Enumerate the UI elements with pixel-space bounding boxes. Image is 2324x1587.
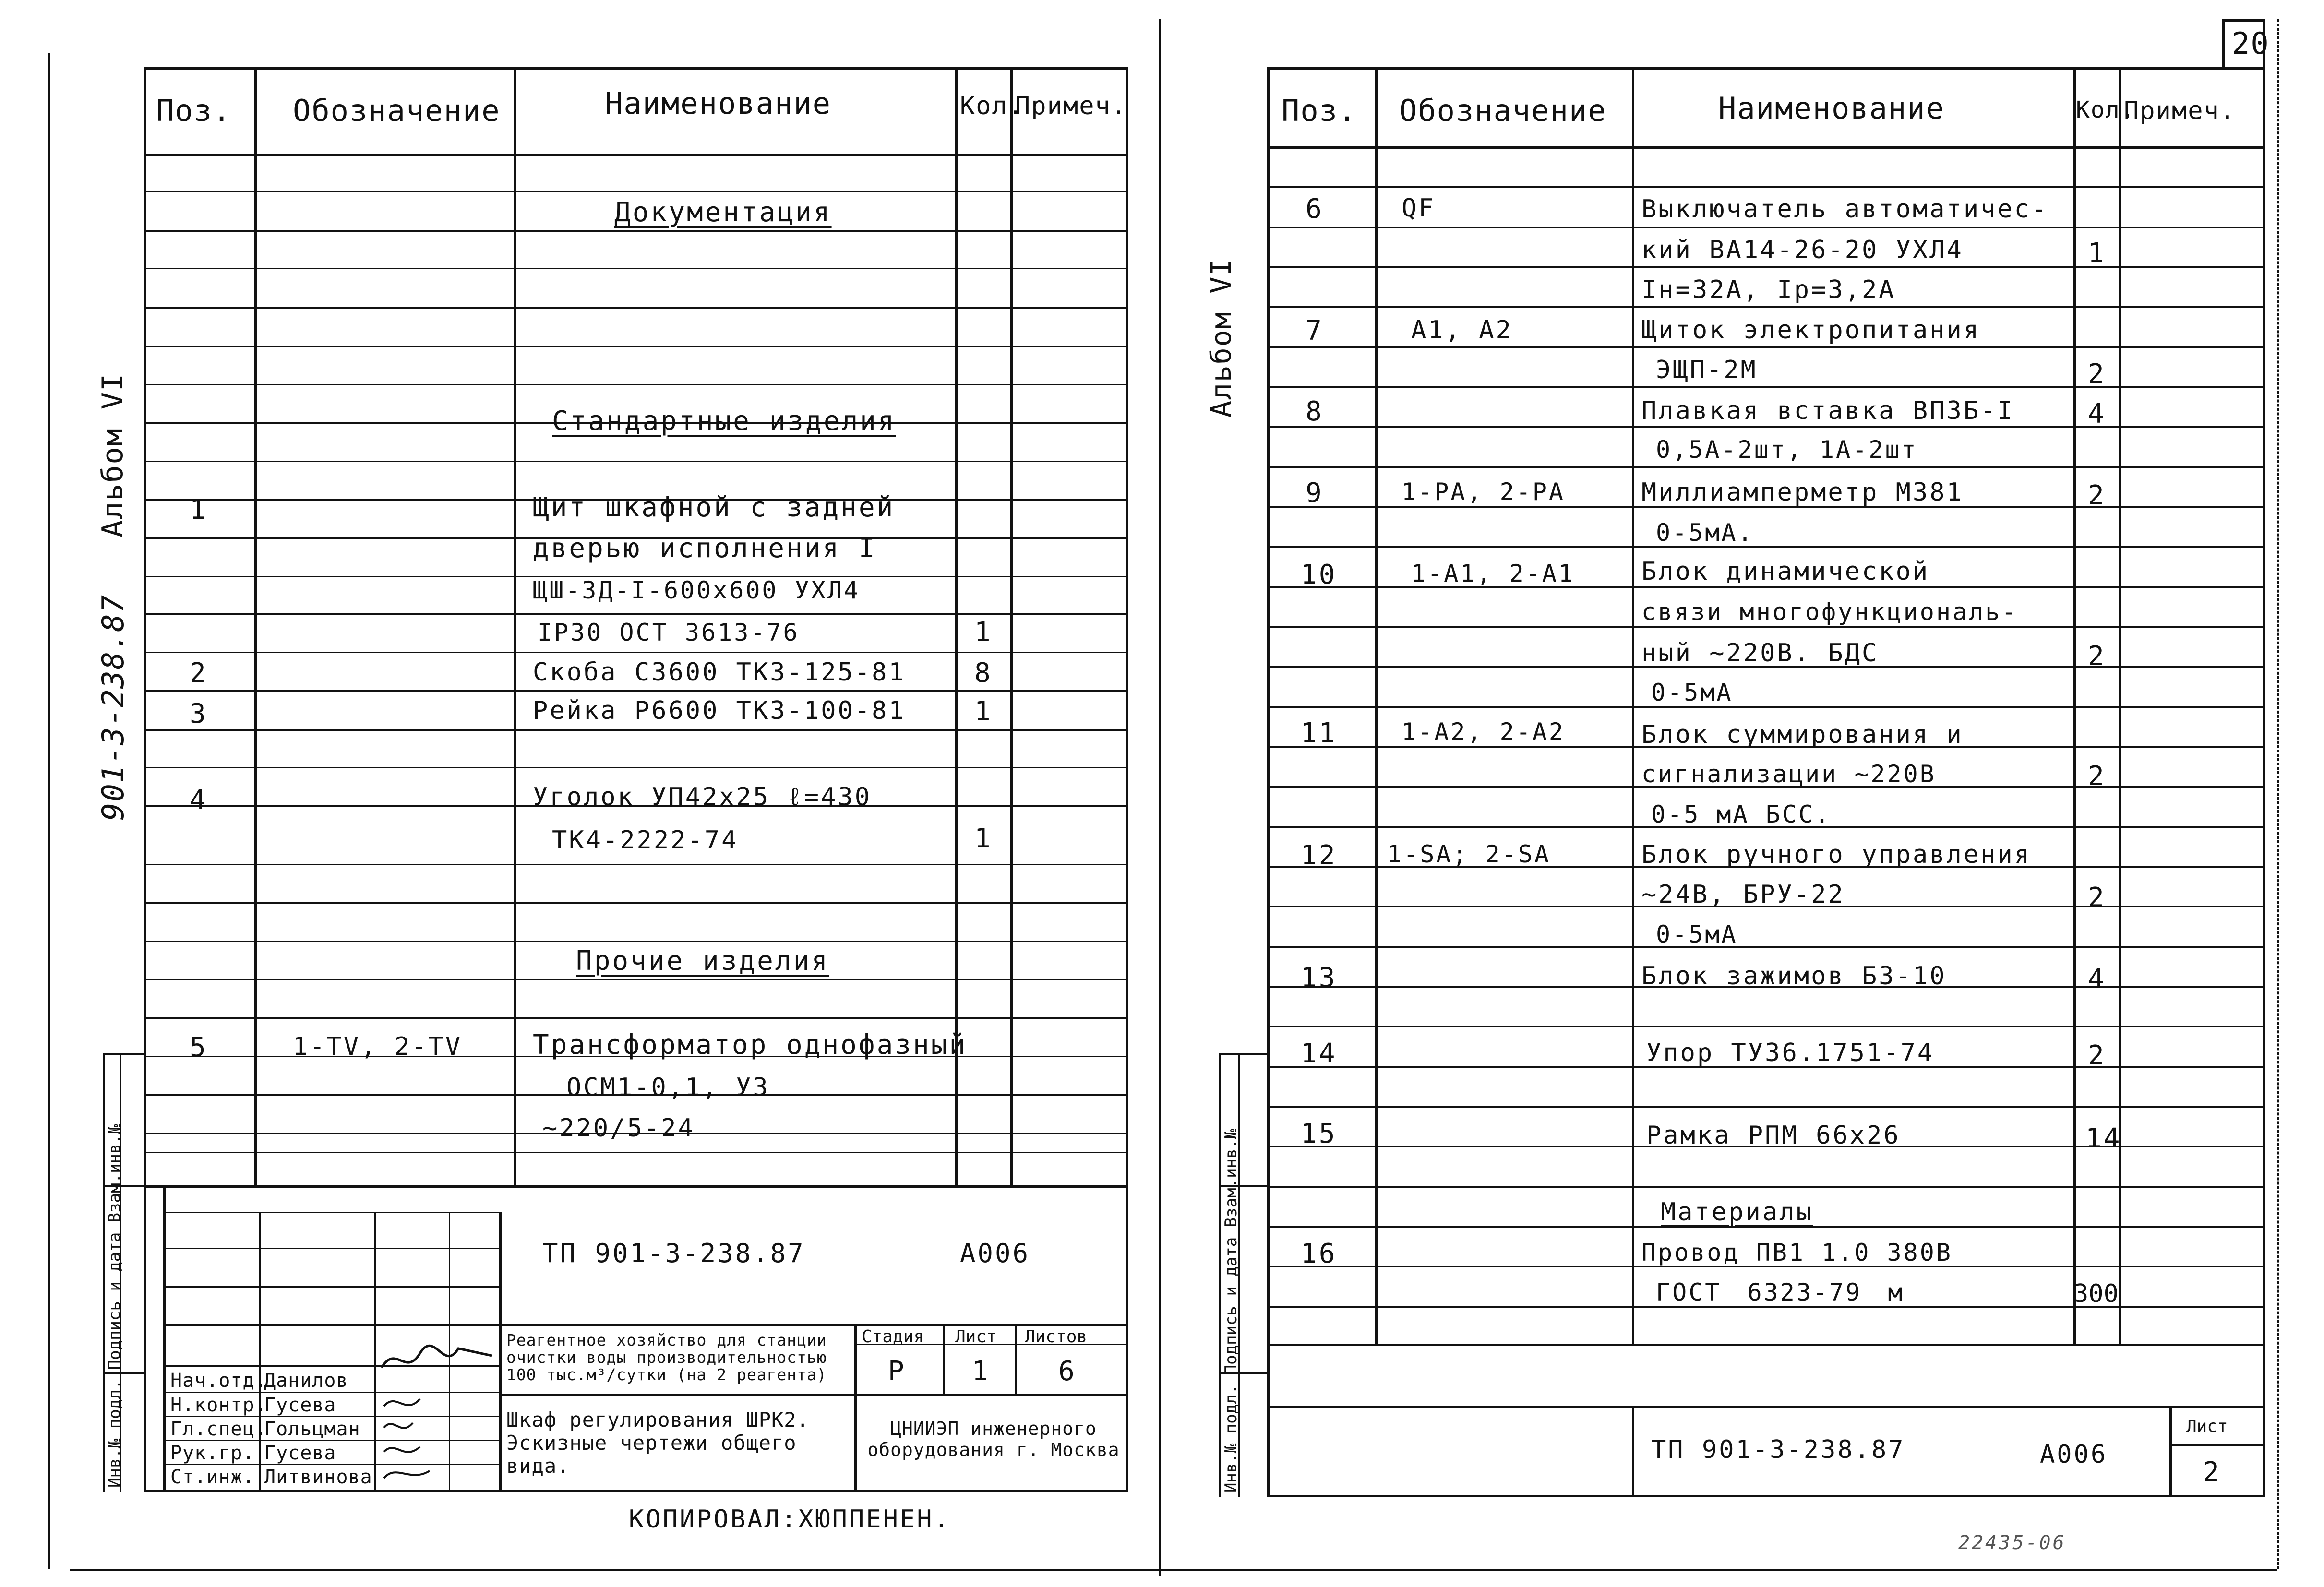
right-row-13-qty: 4 [2088, 964, 2106, 995]
right-row-11-qty: 2 [2088, 761, 2106, 792]
left-section-documentation: Документация [614, 197, 832, 228]
right-row-10-qty: 2 [2088, 641, 2106, 672]
left-row-1-pos: 1 [190, 494, 208, 525]
right-row-11-des: 1-A2, 2-A2 [1402, 718, 1566, 746]
left-row-4-name-2: ТК4-2222-74 [552, 826, 739, 855]
left-section-standard-items: Стандартные изделия [552, 406, 896, 437]
right-row-9-name-2: 0-5мА. [1656, 519, 1754, 547]
right-row-7-name-2: ЭЩП-2М [1656, 356, 1758, 384]
right-sheet-label: Лист [2186, 1417, 2228, 1436]
right-header-designation: Обозначение [1399, 93, 1607, 128]
right-side-album: Альбом VI [1205, 258, 1237, 418]
right-header-name: Наименование [1718, 91, 1945, 126]
right-row-6-name: Выключатель автоматичес- [1641, 195, 2048, 224]
right-row-8-name: Плавкая вставка ВП3Б-I [1641, 396, 2014, 425]
left-header-note: Примеч. [1015, 92, 1127, 120]
left-side-doc-number: 901-3-238.87 [96, 594, 131, 821]
left-row-5-des: 1-TV, 2-TV [293, 1032, 463, 1061]
left-row-5-name-3: ~220/5-24 [542, 1114, 695, 1143]
left-side-album: Альбом VI [96, 372, 130, 537]
right-row-6-name-3: Iн=32А, Iр=3,2А [1641, 275, 1896, 304]
left-stage-value: Р [888, 1356, 906, 1387]
left-row-3-pos: 3 [190, 698, 208, 729]
left-row-3-name: Рейка Р6600 ТК3-100-81 [533, 696, 906, 725]
right-section-materials: Материалы [1661, 1198, 1813, 1227]
right-row-12-des: 1-SA; 2-SA [1387, 840, 1551, 868]
right-row-10-des: 1-A1, 2-A1 [1411, 560, 1575, 587]
sig-name-1: Данилов [264, 1370, 348, 1392]
right-row-6-qty: 1 [2088, 238, 2106, 269]
right-row-10-name-2: связи многофункциональ- [1641, 598, 2018, 626]
right-row-15-name: Рамка РПМ 66x26 [1646, 1121, 1901, 1150]
page-bottom-line [70, 1569, 2277, 1571]
right-row-14-pos: 14 [1301, 1038, 1337, 1069]
left-row-2-name: Скоба С3600 ТК3-125-81 [533, 658, 906, 687]
right-sheet-value: 2 [2203, 1456, 2221, 1488]
right-row-8-pos: 8 [1306, 396, 1324, 427]
left-row-5-name: Трансформатор однофазный [533, 1029, 968, 1061]
left-stage-label: Стадия [862, 1327, 924, 1347]
right-row-9-qty: 2 [2088, 480, 2106, 511]
left-row-2-qty: 8 [974, 657, 993, 689]
right-row-13-name: Блок зажимов Б3-10 [1641, 962, 1947, 990]
right-row-6-pos: 6 [1306, 193, 1324, 225]
handwritten-signatures [377, 1334, 502, 1492]
left-sheet-frame [144, 67, 1128, 1492]
right-row-16-qty: 300 [2073, 1279, 2119, 1308]
left-sheet-label: Лист [955, 1327, 997, 1347]
right-row-7-qty: 2 [2088, 358, 2106, 390]
left-header-designation: Обозначение [293, 93, 501, 128]
right-row-16-name: Провод ПВ1 1.0 380В [1641, 1239, 1953, 1266]
left-row-1-qty: 1 [974, 617, 993, 648]
right-row-11-name-2: сигнализации ~220В [1641, 760, 1936, 788]
left-sheets-label: Листов [1025, 1327, 1088, 1347]
right-row-12-pos: 12 [1301, 840, 1337, 871]
right-col-divider-name [2073, 67, 2076, 1344]
right-row-8-name-2: 0,5А-2шт, 1А-2шт [1656, 436, 1918, 464]
sig-role-2: Н.контр. [170, 1394, 267, 1416]
right-header-bottom-line [1267, 146, 2265, 149]
sig-role-1: Нач.отд. [170, 1370, 267, 1392]
right-row-12-name-2: ~24В, БРУ-22 [1641, 880, 1845, 909]
right-row-11-pos: 11 [1301, 717, 1337, 749]
right-row-13-pos: 13 [1301, 962, 1337, 993]
left-doc-code: ТП 901-3-238.87 [542, 1238, 805, 1268]
left-row-5-name-2: ОСМ1-0,1, У3 [566, 1073, 770, 1102]
sig-role-4: Рук.гр. [170, 1442, 255, 1464]
left-row-4-qty: 1 [974, 823, 993, 854]
left-sheet-value: 1 [972, 1356, 990, 1387]
right-row-7-name: Щиток электропитания [1641, 316, 1981, 345]
page-center-divider [1159, 19, 1161, 1576]
left-album-code: А006 [960, 1238, 1030, 1268]
left-row-4-name: Уголок УП42x25 ℓ=430 [533, 783, 872, 811]
left-sheets-value: 6 [1058, 1356, 1077, 1387]
left-row-1-name: Щит шкафной с задней [533, 492, 895, 523]
right-side-stamp-text: Инв.№ подл. Подпись и дата Взам.инв.№ [1222, 1129, 1241, 1492]
left-project-title: Реагентное хозяйство для станции очистки воды производительностью 100 тыс.м³/сутки (на 2 реагента) [506, 1331, 827, 1384]
right-row-14-name: Упор ТУ36.1751-74 [1646, 1038, 1935, 1067]
right-row-7-des: А1, А2 [1411, 316, 1513, 345]
right-album-code: А006 [2040, 1440, 2108, 1469]
page-number: 20 [2232, 26, 2270, 61]
left-header-bottom-line [144, 154, 1128, 156]
left-row-2-pos: 2 [190, 657, 208, 689]
left-row-5-pos: 5 [190, 1032, 208, 1063]
sig-name-2: Гусева [264, 1394, 336, 1416]
right-row-6-des: QF [1402, 194, 1436, 223]
right-row-11-name-3: 0-5 мА БСС. [1651, 800, 1832, 828]
left-outer-edge [48, 53, 50, 1569]
right-col-divider-des [1632, 67, 1634, 1344]
left-row-1-name-4: IP30 ОСТ 3613-76 [538, 619, 800, 646]
sig-name-3: Гольцман [264, 1418, 360, 1440]
right-row-6-name-2: кий ВА14-26-20 УХЛ4 [1641, 236, 1964, 264]
right-row-14-qty: 2 [2088, 1040, 2106, 1071]
right-row-10-name: Блок динамической [1641, 557, 1930, 586]
left-section-other-items: Прочие изделия [576, 945, 830, 977]
right-header-note: Примеч. [2124, 96, 2236, 125]
left-header-qty: Кол. [960, 92, 1024, 120]
right-row-10-name-3: ный ~220В. БДС [1641, 639, 1879, 668]
left-organization: ЦНИИЭП инженерного оборудования г. Москва [867, 1418, 1120, 1460]
right-row-12-name-3: 0-5мА [1656, 920, 1738, 948]
right-header-pos: Поз. [1282, 93, 1357, 128]
left-header-pos: Поз. [156, 93, 232, 128]
right-row-10-name-4: 0-5мА [1651, 679, 1733, 706]
right-row-12-name: Блок ручного управления [1641, 840, 2032, 869]
right-row-9-des: 1-PA, 2-PA [1402, 478, 1566, 506]
right-col-divider-pos [1375, 67, 1378, 1344]
right-row-7-pos: 7 [1306, 315, 1324, 346]
right-header-qty: Кол. [2076, 96, 2135, 123]
copied-by-footer: КОПИРОВАЛ:ХЮППЕНЕН. [629, 1505, 951, 1534]
right-row-11-name: Блок суммирования и [1641, 720, 1964, 749]
right-row-16-pos: 16 [1301, 1238, 1337, 1269]
right-row-16-name-2: ГОСТ 6323-79 м [1656, 1278, 1905, 1306]
left-row-1-name-2: дверью исполнения I [533, 533, 877, 564]
handwritten-archive-mark: 22435-06 [1958, 1532, 2066, 1554]
right-row-8-qty: 4 [2088, 398, 2106, 430]
right-row-10-pos: 10 [1301, 559, 1337, 590]
left-header-name: Наименование [605, 86, 831, 121]
sig-role-5: Ст.инж. [170, 1466, 255, 1488]
right-row-12-qty: 2 [2088, 882, 2106, 913]
sig-role-3: Гл.спец. [170, 1418, 267, 1440]
right-outer-edge [2277, 19, 2279, 1569]
left-row-3-qty: 1 [974, 696, 993, 727]
right-row-9-name: Миллиамперметр М381 [1641, 478, 1964, 507]
left-side-stamp-text: Инв.№ подл. Подпись и дата Взам.инв.№ [105, 1124, 124, 1488]
left-row-1-name-3: ЩШ-3Д-I-600x600 УХЛ4 [533, 576, 861, 604]
left-row-4-pos: 4 [190, 785, 208, 816]
left-drawing-title: Шкаф регулирования ШРК2. Эскизные чертежи общего вида. [506, 1408, 809, 1478]
sig-name-4: Гусева [264, 1442, 336, 1464]
sig-name-5: Литвинова [264, 1466, 372, 1488]
right-row-9-pos: 9 [1306, 477, 1324, 509]
right-doc-code: ТП 901-3-238.87 [1651, 1435, 1905, 1464]
right-row-15-pos: 15 [1301, 1118, 1337, 1149]
right-row-15-qty: 14 [2085, 1123, 2122, 1154]
